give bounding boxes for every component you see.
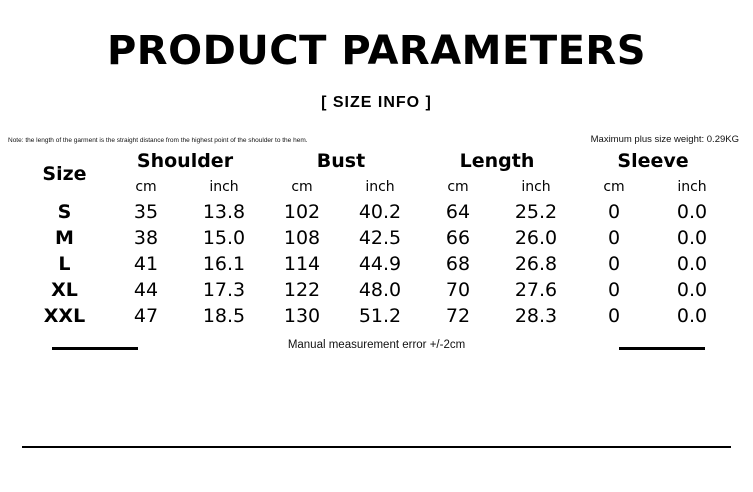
cell-sleeve-inch: 0.0 xyxy=(676,201,708,223)
page-subtitle: [ SIZE INFO ] xyxy=(321,94,432,111)
footer-rule-right xyxy=(619,347,705,350)
table-row xyxy=(22,251,731,277)
cell-length-cm: 68 xyxy=(445,253,471,275)
cell-length-cm: 64 xyxy=(445,201,471,223)
cell-bust-cm: 114 xyxy=(283,253,321,275)
cell-length-inch: 27.6 xyxy=(514,279,558,301)
page-title: PRODUCT PARAMETERS xyxy=(106,28,647,74)
size-info-page xyxy=(0,30,753,492)
unit-bust-inch: inch xyxy=(365,179,395,195)
header-group-bust-label: Bust xyxy=(316,149,366,172)
row-size: XL xyxy=(51,279,78,301)
unit-length-inch: inch xyxy=(521,179,551,195)
unit-shoulder-cm: cm xyxy=(135,179,157,195)
cell-shoulder-cm: 47 xyxy=(133,305,159,327)
measurement-error-note: Manual measurement error +/-2cm xyxy=(287,339,466,351)
cell-bust-inch: 40.2 xyxy=(358,201,402,223)
bottom-divider xyxy=(22,446,731,448)
cell-bust-inch: 44.9 xyxy=(358,253,402,275)
row-size: L xyxy=(58,253,71,275)
table-row xyxy=(22,277,731,303)
table-row xyxy=(22,199,731,225)
max-weight-note: Maximum plus size weight: 0.29KG xyxy=(590,134,739,145)
table-group-header-row xyxy=(22,148,731,175)
cell-shoulder-cm: 44 xyxy=(133,279,159,301)
cell-bust-cm: 130 xyxy=(283,305,321,327)
cell-bust-inch: 51.2 xyxy=(358,305,402,327)
unit-shoulder-inch: inch xyxy=(209,179,239,195)
cell-length-cm: 70 xyxy=(445,279,471,301)
header-group-length xyxy=(419,148,575,175)
footer-row xyxy=(22,329,731,369)
header-group-shoulder-label: Shoulder xyxy=(136,149,234,172)
header-group-length-label: Length xyxy=(459,149,535,172)
cell-sleeve-cm: 0 xyxy=(607,201,621,223)
cell-sleeve-cm: 0 xyxy=(607,305,621,327)
size-table xyxy=(22,148,731,329)
cell-bust-inch: 42.5 xyxy=(358,227,402,249)
unit-length-cm: cm xyxy=(447,179,469,195)
cell-length-inch: 26.8 xyxy=(514,253,558,275)
cell-length-inch: 25.2 xyxy=(514,201,558,223)
cell-bust-cm: 108 xyxy=(283,227,321,249)
cell-length-cm: 66 xyxy=(445,227,471,249)
note-row xyxy=(0,134,753,145)
cell-length-inch: 26.0 xyxy=(514,227,558,249)
cell-shoulder-cm: 38 xyxy=(133,227,159,249)
cell-length-inch: 28.3 xyxy=(514,305,558,327)
cell-sleeve-inch: 0.0 xyxy=(676,253,708,275)
header-group-bust xyxy=(263,148,419,175)
cell-bust-cm: 102 xyxy=(283,201,321,223)
cell-bust-cm: 122 xyxy=(283,279,321,301)
cell-shoulder-inch: 16.1 xyxy=(202,253,246,275)
cell-sleeve-inch: 0.0 xyxy=(676,305,708,327)
cell-shoulder-inch: 17.3 xyxy=(202,279,246,301)
cell-sleeve-cm: 0 xyxy=(607,227,621,249)
cell-shoulder-inch: 13.8 xyxy=(202,201,246,223)
cell-shoulder-inch: 18.5 xyxy=(202,305,246,327)
cell-bust-inch: 48.0 xyxy=(358,279,402,301)
table-row xyxy=(22,225,731,251)
row-size: XXL xyxy=(43,305,86,327)
cell-sleeve-inch: 0.0 xyxy=(676,227,708,249)
unit-bust-cm: cm xyxy=(291,179,313,195)
header-group-sleeve xyxy=(575,148,731,175)
row-size: M xyxy=(55,227,74,249)
table-unit-row xyxy=(22,175,731,199)
header-size: Size xyxy=(42,162,87,185)
unit-sleeve-inch: inch xyxy=(677,179,707,195)
cell-sleeve-cm: 0 xyxy=(607,253,621,275)
unit-sleeve-cm: cm xyxy=(603,179,625,195)
row-size: S xyxy=(57,201,72,223)
cell-shoulder-inch: 15.0 xyxy=(202,227,246,249)
cell-shoulder-cm: 41 xyxy=(133,253,159,275)
cell-sleeve-cm: 0 xyxy=(607,279,621,301)
cell-shoulder-cm: 35 xyxy=(133,201,159,223)
cell-length-cm: 72 xyxy=(445,305,471,327)
header-group-shoulder xyxy=(107,148,263,175)
table-row xyxy=(22,303,731,329)
header-group-sleeve-label: Sleeve xyxy=(617,149,689,172)
measurement-note: Note: the length of the garment is the straight distance from the highest point of the shoulder to the hem. xyxy=(8,137,308,145)
cell-sleeve-inch: 0.0 xyxy=(676,279,708,301)
